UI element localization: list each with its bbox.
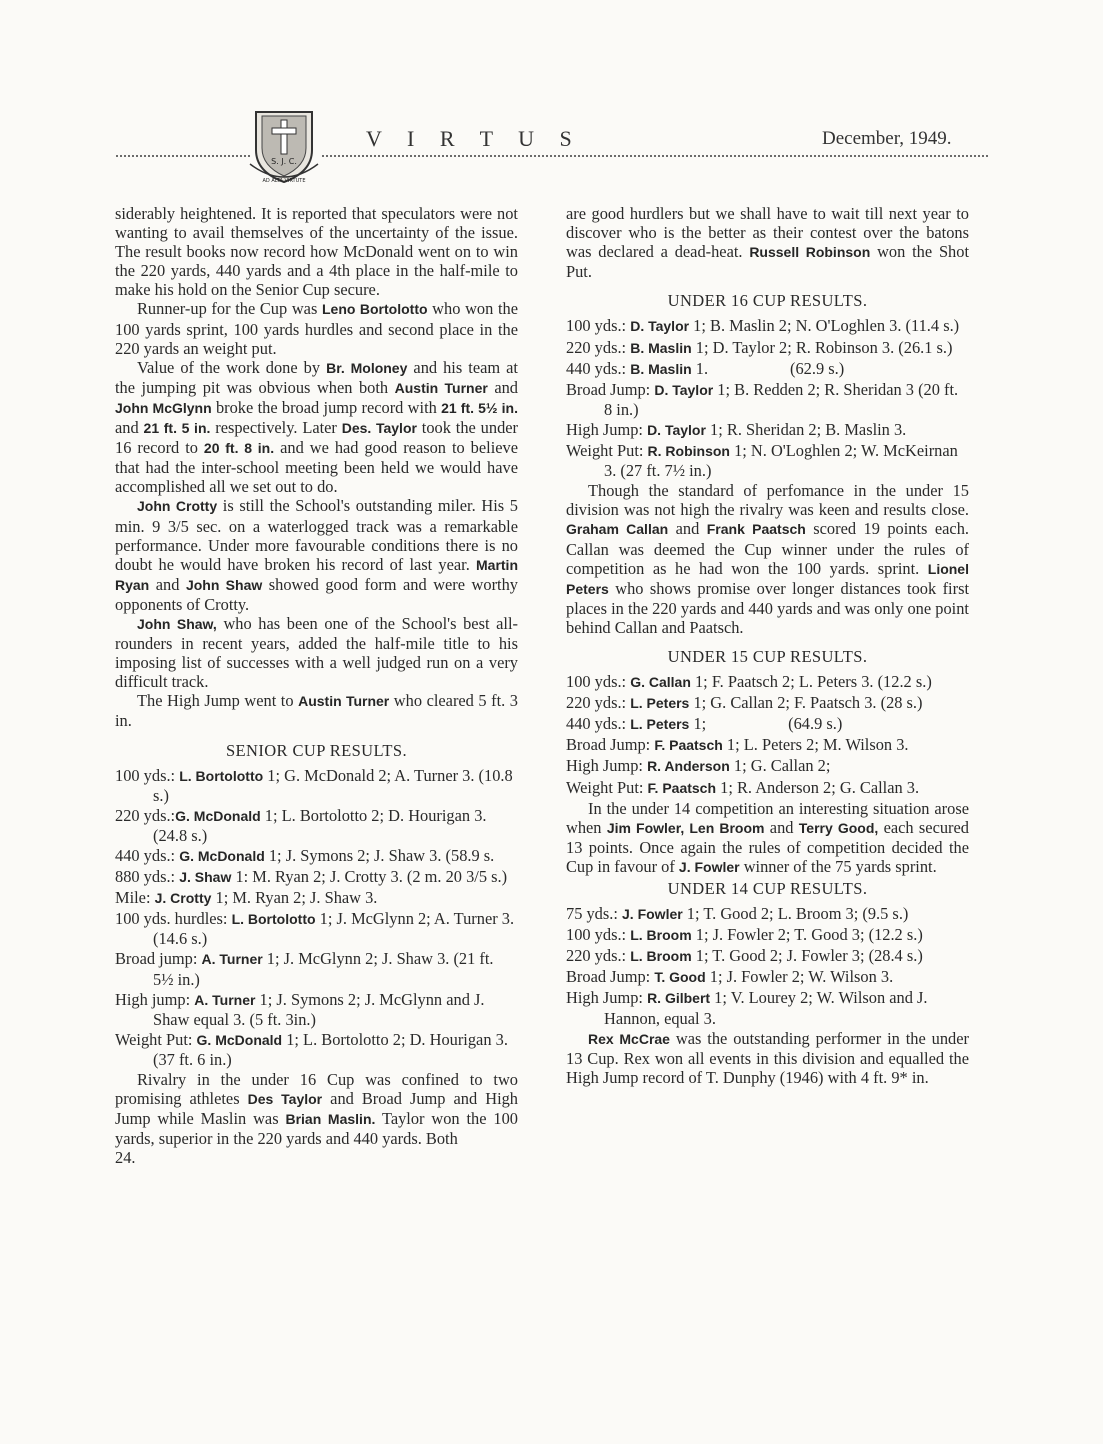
under14-results-list [566, 904, 969, 1028]
crest-initials: S. J. C. [271, 157, 297, 166]
result-line: Weight Put: F. Paatsch 1; R. Anderson 2; G. Callan 3. [566, 777, 920, 797]
result-line: 220 yds.: L. Peters 1; G. Callan 2; F. Paatsch 3. (28 s.) [566, 693, 923, 713]
left-paragraph-2: Runner-up for the Cup was Leno Bortolotto who won the 100 yards sprint, 100 yards hurdles and second place in the 220 yards an weight put. [115, 299, 518, 358]
right-column [566, 204, 969, 1087]
senior-cup-heading: SENIOR CUP RESULTS. [225, 740, 408, 760]
athlete-name: Frank Paatsch [706, 521, 806, 538]
result-line: High Jump: R. Anderson 1; G. Callan 2; [566, 756, 831, 776]
athlete-name: Graham Callan [566, 521, 669, 538]
result-line: Broad Jump: F. Paatsch 1; L. Peters 2; M. Wilson 3. [566, 735, 909, 755]
left-paragraph-5: John Shaw, who has been one of the School's best all-rounders in recent years, added the half-mile title to his imposing list of successes with a well judged run on a very difficult track. [115, 613, 518, 692]
athlete-name: John Shaw [185, 576, 263, 593]
right-paragraph-2: Though the standard of perfomance in the under 15 division was not high the rivalry was keen and results close. Graham Callan and Frank Paatsch scored 19 points each. Callan was deemed the Cup winner under the rules of competition as he had won the 100 yards. sprint. Lionel Peters who shows promise over longer distances took first places in the 220 yards and 440 yards and was only one point behind Callan and Paatsch. [566, 481, 969, 637]
athlete-name: Austin Turner [298, 693, 390, 710]
left-column [115, 204, 518, 1168]
crest-motto: AD ALTA VIRTUTE [262, 178, 306, 184]
result-line: 100 yds.: L. Bortolotto 1; G. McDonald 2; A. Turner 3. (10.8 s.) [115, 765, 513, 805]
result-line: High Jump: D. Taylor 1; R. Sheridan 2; B. Maslin 3. [566, 419, 907, 439]
page-number: 24. [115, 1148, 136, 1168]
result-line: 440 yds.: L. Peters 1; (64.9 s.) [566, 714, 843, 734]
result-line: 100 yds.: D. Taylor 1; B. Maslin 2; N. O'Loghlen 3. (11.4 s.) [566, 316, 960, 336]
left-paragraph-3: Value of the work done by Br. Moloney and his team at the jumping pit was obvious when both Austin Turner and John McGlynn broke the broad jump record with 21 ft. 5½ in. and 21 ft. 5 in. respectively. Later Des. Taylor took the under 16 record to 20 ft. 8 in. and we had good reason to believe that had the inter-school meeting been held we would have accomplished all we set out to do. [115, 357, 519, 497]
result-line: Weight Put: R. Robinson 1; N. O'Loghlen 2; W. McKeirnan 3. (27 ft. 7½ in.) [566, 441, 958, 481]
left-paragraph-1: siderably heightened. It is reported that speculators were not wanting to avail themselves of the uncertainty of the issue. The result books now record how McDonald went on to win the 220 yards, 440 yards and a 4th place in the half-mile to make his hold on the Senior Cup secure. [115, 204, 518, 300]
left-paragraph-6: The High Jump went to Austin Turner who cleared 5 ft. 3 in. [115, 691, 518, 731]
senior-results-list [115, 766, 518, 1069]
athlete-name: Leno Bortolotto [322, 301, 428, 318]
result-line: 220 yds.: L. Broom 1; T. Good 2; J. Fowler 3; (28.4 s.) [566, 946, 923, 966]
result-line: 440 yds.: B. Maslin 1. (62.9 s.) [566, 358, 845, 378]
result-line: 100 yds.: L. Broom 1; J. Fowler 2; T. Good 3; (12.2 s.) [566, 925, 923, 945]
under15-cup-heading: UNDER 15 CUP RESULTS. [667, 646, 868, 666]
result-line: Mile: J. Crotty 1; M. Ryan 2; J. Shaw 3. [115, 888, 378, 908]
athlete-name: Austin Turner [394, 379, 488, 396]
under15-results-list [566, 672, 969, 798]
result-line: Broad Jump: D. Taylor 1; B. Redden 2; R. Sheridan 3 (20 ft. 8 in.) [566, 379, 959, 419]
under16-results-list [566, 316, 969, 480]
athlete-name: John Crotty [137, 498, 218, 515]
right-paragraph-1: are good hurdlers but we shall have to wait till next year to discover who is the better as their contest over the batons was declared a dead-heat. Russell Robinson won the Shot Put. [566, 204, 970, 282]
result-line: 440 yds.: G. McDonald 1; J. Symons 2; J. Shaw 3. (58.9 s. [115, 846, 495, 865]
result-line: 220 yds.:G. McDonald 1; L. Bortolotto 2; D. Hourigan 3. (24.8 s.) [115, 805, 487, 845]
athlete-name: Brian Maslin. [285, 1111, 376, 1128]
result-line: High jump: A. Turner 1; J. Symons 2; J. McGlynn and J. Shaw equal 3. (5 ft. 3in.) [115, 989, 485, 1029]
result-line: Broad jump: A. Turner 1; J. McGlynn 2; J. Shaw 3. (21 ft. 5½ in.) [115, 949, 494, 989]
athlete-name: Russell Robinson [749, 244, 871, 261]
athlete-name: John Shaw, [137, 615, 217, 632]
record-value: 21 ft. 5½ in. [441, 399, 518, 416]
athlete-name: Martin Ryan [115, 556, 518, 593]
record-value: 20 ft. 8 in. [203, 440, 275, 457]
athlete-name: Jim Fowler, Len Broom [606, 819, 765, 836]
athlete-name: Rex McCrae [588, 1030, 670, 1047]
athlete-name: Des Taylor [247, 1091, 323, 1108]
result-line: 100 yds.: G. Callan 1; F. Paatsch 2; L. Peters 3. (12.2 s.) [566, 672, 932, 692]
result-line: 75 yds.: J. Fowler 1; T. Good 2; L. Broom 3; (9.5 s.) [566, 904, 909, 924]
result-line: High Jump: R. Gilbert 1; V. Lourey 2; W. Wilson and J. Hannon, equal 3. [566, 988, 928, 1028]
under16-cup-heading: UNDER 16 CUP RESULTS. [667, 291, 868, 311]
athlete-name: Terry Good, [798, 819, 879, 836]
record-value: 21 ft. 5 in. [143, 420, 211, 437]
masthead-title: V I R T U S [366, 126, 582, 151]
result-line: Broad Jump: T. Good 1; J. Fowler 2; W. Wilson 3. [566, 967, 894, 987]
school-crest-icon [248, 106, 320, 188]
athlete-name: Des. Taylor [341, 420, 417, 437]
result-line: Weight Put: G. McDonald 1; L. Bortolotto 2; D. Hourigan 3. (37 ft. 6 in.) [115, 1029, 508, 1069]
person-name: Br. Moloney [326, 359, 408, 376]
left-paragraph-4: John Crotty is still the School's outstanding miler. His 5 min. 9 3/5 sec. on a waterlogged track was a remarkable performance. Under more favourable conditions there is no doubt he would have broken his record of last year. Martin Ryan and John Shaw showed good form and were worthy opponents of Crotty. [115, 496, 518, 614]
issue-date: December, 1949. [822, 128, 952, 149]
header-rule-left [116, 155, 250, 157]
result-line: 880 yds.: J. Shaw 1: M. Ryan 2; J. Crotty 3. (2 m. 20 3/5 s.) [115, 867, 508, 887]
left-paragraph-7: Rivalry in the under 16 Cup was confined to two promising athletes Des Taylor and Broad Jump and High Jump while Maslin was Brian Maslin. Taylor won the 100 yards, superior in the 220 yards and 440 yards. Both [115, 1070, 519, 1149]
right-paragraph-3: In the under 14 competition an interesting situation arose when Jim Fowler, Len Broom and Terry Good, each secured 13 points. Once again the rules of competition decided the Cup in favour of J. Fowler winner of the 75 yards sprint. [566, 798, 969, 876]
athlete-name: J. Fowler [678, 858, 740, 875]
under14-cup-heading: UNDER 14 CUP RESULTS. [667, 879, 868, 898]
right-paragraph-4: Rex McCrae was the outstanding performer in the under 13 Cup. Rex won all events in this division and equalled the High Jump record of T. Dunphy (1946) with 4 ft. 9* in. [566, 1028, 969, 1087]
athlete-name: John McGlynn [115, 399, 212, 416]
result-line: 220 yds.: B. Maslin 1; D. Taylor 2; R. Robinson 3. (26.1 s.) [566, 337, 953, 357]
athlete-name: Lionel Peters [566, 560, 969, 597]
header-rule-right [322, 155, 988, 157]
result-line: 100 yds. hurdles: L. Bortolotto 1; J. McGlynn 2; A. Turner 3. (14.6 s.) [115, 909, 515, 949]
